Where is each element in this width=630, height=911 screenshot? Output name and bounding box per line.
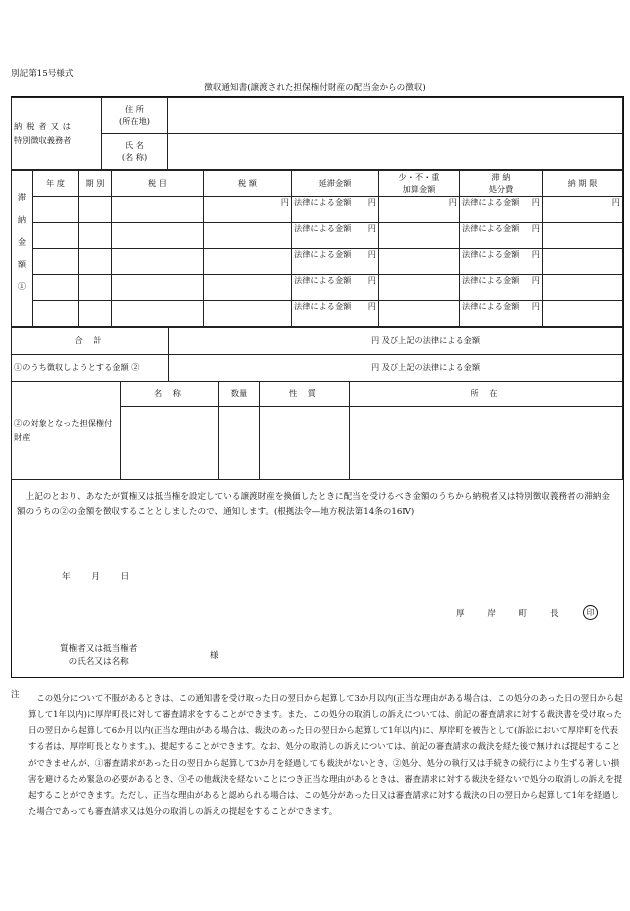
additional-tax-cell[interactable] [379,223,460,249]
yen-unit: 円 [448,197,457,207]
year-cell[interactable] [33,275,79,301]
property-label: ②の対象となった担保権付財産 [12,382,121,480]
yen-unit: 円 [611,197,620,207]
legal-amount-text: 法律による金額 [462,223,520,233]
period-cell[interactable] [79,223,112,249]
header-disposal-fee [460,171,543,197]
header-due-date: 納 期 限 [543,171,623,197]
arrears-row [12,249,623,275]
legal-amount-text: 法律による金額 [462,301,520,311]
disposal-fee-cell[interactable] [460,223,543,249]
tax-item-cell[interactable] [112,301,204,327]
late-fee-cell[interactable] [292,197,379,223]
tax-amount-cell[interactable] [204,197,292,223]
document-title: 徴収通知書(譲渡された担保権付財産の配当金からの徴収) [204,83,426,93]
arrears-row [12,197,623,223]
holder-label [60,643,137,669]
header-nature: 性 質 [260,382,350,407]
notice-body: 上記のとおり、あなたが質権又は抵当権を設定している譲渡財産を換価したときに配当を受けるべき金額のうちから納税者又は特別徴収義務者の滞納金額のうちの②の金額を徴収することとしましたので、通知します。(根拠法令—地方税法第14条の16Ⅳ) [17,492,610,518]
disposal-fee-cell[interactable] [460,249,543,275]
due-date-cell[interactable] [543,275,623,301]
name-label-text: 氏 名 [125,140,144,151]
address-field[interactable] [168,98,623,134]
property-name-cell[interactable] [121,407,219,480]
address-label [102,98,168,134]
name-field[interactable] [168,134,623,170]
header-year: 年 度 [33,171,79,197]
taxpayer-label [12,98,102,170]
legal-amount-text: 法律による金額 [294,249,352,259]
year-cell[interactable] [33,223,79,249]
taxpayer-label-line2: 特別徴収義務者 [14,134,72,145]
yen-unit: 円 [367,223,376,233]
header-tax-amount: 税 額 [204,171,292,197]
arrears-row [12,301,623,327]
header-additional-tax-line1: 少・不・重 [398,172,440,183]
arrears-table [11,170,623,327]
due-date-cell[interactable] [543,301,623,327]
tax-item-cell[interactable] [112,275,204,301]
disposal-fee-cell[interactable] [460,275,543,301]
collect-label: ①のうち徴収しようとする金額 ② [12,355,169,382]
tax-amount-cell[interactable] [204,223,292,249]
legal-amount-text: 法律による金額 [294,301,352,311]
due-date-cell[interactable] [543,223,623,249]
late-fee-cell[interactable] [292,249,379,275]
arrears-row [12,275,623,301]
additional-tax-cell[interactable] [379,301,460,327]
date-line[interactable]: 年 月 日 [62,572,130,582]
yen-unit: 円 [531,223,540,233]
late-fee-cell[interactable] [292,301,379,327]
legal-amount-text: 法律による金額 [462,249,520,259]
header-period: 期 別 [79,171,112,197]
header-additional-tax [379,171,460,197]
yen-unit: 円 [367,275,376,285]
yen-unit: 円 [531,249,540,259]
yen-unit: 円 [367,301,376,311]
year-cell[interactable] [33,249,79,275]
period-cell[interactable] [79,249,112,275]
header-property-name: 名 称 [121,382,219,407]
name-label [102,134,168,170]
total-label: 合 計 [12,328,169,355]
header-late-fee: 延滞金額 [292,171,379,197]
header-additional-tax-line2: 加算金額 [402,183,436,194]
tax-item-cell[interactable] [112,223,204,249]
yen-unit: 円 [280,197,289,207]
note-label: 注 [11,690,20,700]
quantity-cell[interactable] [219,407,260,480]
seal-stamp: 印 [583,605,598,620]
header-tax-item: 税 目 [112,171,204,197]
due-date-cell[interactable] [543,249,623,275]
address-sublabel: (所在地) [119,115,150,126]
year-cell[interactable] [33,301,79,327]
name-sublabel: (名 称) [121,151,148,162]
legal-amount-text: 法律による金額 [462,275,520,285]
taxpayer-table [11,97,623,170]
legal-amount-text: 法律による金額 [294,223,352,233]
header-disposal-fee-line1: 滞 納 [491,172,511,183]
header-location: 所 在 [350,382,623,407]
honorific: 様 [210,651,219,661]
legal-amount-text: 法律による金額 [462,197,520,207]
location-cell[interactable] [350,407,623,480]
additional-tax-cell[interactable] [379,197,460,223]
yen-unit: 円 [367,249,376,259]
period-cell[interactable] [79,301,112,327]
period-cell[interactable] [79,275,112,301]
yen-unit: 円 [531,197,540,207]
mayor-title: 厚 岸 町 長 [456,609,569,619]
yen-unit: 円 [531,301,540,311]
tax-amount-cell[interactable] [204,275,292,301]
period-cell[interactable] [79,197,112,223]
holder-label-line1: 質権者又は抵当権者 [60,644,138,654]
totals-table [11,327,623,382]
address-label-text: 住 所 [125,104,144,115]
tax-item-cell[interactable] [112,197,204,223]
legal-amount-text: 法律による金額 [294,275,352,285]
disposal-fee-cell[interactable] [460,197,543,223]
additional-tax-cell[interactable] [379,275,460,301]
tax-amount-cell[interactable] [204,249,292,275]
due-date-cell[interactable] [543,197,623,223]
late-fee-cell[interactable] [292,275,379,301]
disposal-fee-cell[interactable] [460,301,543,327]
property-table [11,381,623,480]
legal-amount-text: 法律による金額 [294,197,352,207]
nature-cell[interactable] [260,407,350,480]
additional-tax-cell[interactable] [379,249,460,275]
form-number: 別記第15号様式 [11,69,74,79]
holder-label-line2: の氏名又は名称 [68,656,129,667]
header-quantity: 数量 [219,382,260,407]
collect-value[interactable]: 円 及び上記の法律による金額 [169,355,623,382]
header-disposal-fee-line2: 処分費 [488,183,514,194]
total-value[interactable]: 円 及び上記の法律による金額 [169,328,623,355]
yen-unit: 円 [531,275,540,285]
late-fee-cell[interactable] [292,223,379,249]
arrears-side-label: 滞納金額① [12,171,33,327]
note-text: この処分について不服があるときは、この通知書を受け取った日の翌日から起算して3か月以内(正当な理由がある場合は、この処分のあった日の翌日から起算して1年以内)に厚岸町長に対して審査請求をすることができます。また、この処分の取消しの訴えについては、前記の審査請求に対する裁決書を受け取った日の翌日から起算して6か月以内(正当な理由がある場合は、裁決のあった日の翌日から起算して1年以内)に、厚岸町を被告として(訴訟において厚岸町を代表する者は、厚岸町長となります。)、提起することができます。なお、処分の取消しの訴えについては、前記の審査請求の裁決を経た後で無ければ提起することができませんが、①審査請求があった日の翌日から起算して3か月を経過しても裁決がないとき、②処分、処分の執行又は手続きの続行により生ずる著しい損害を避けるため緊急の必要があるとき、③その他裁決を経ないことにつき正当な理由があるときは、審査請求に対する裁決を経ないで処分の取消しの訴えを提起することができます。ただし、正当な理由があると認められる場合は、この処分があった日又は審査請求に対する裁決の日の翌日から起算して1年を経過した場合であっても審査請求又は処分の取消しの訴えの提起をすることができます。 [28,693,623,816]
tax-item-cell[interactable] [112,249,204,275]
yen-unit: 円 [367,197,376,207]
arrears-row [12,223,623,249]
taxpayer-label-line1: 納税者又は [14,120,75,131]
tax-amount-cell[interactable] [204,301,292,327]
year-cell[interactable] [33,197,79,223]
